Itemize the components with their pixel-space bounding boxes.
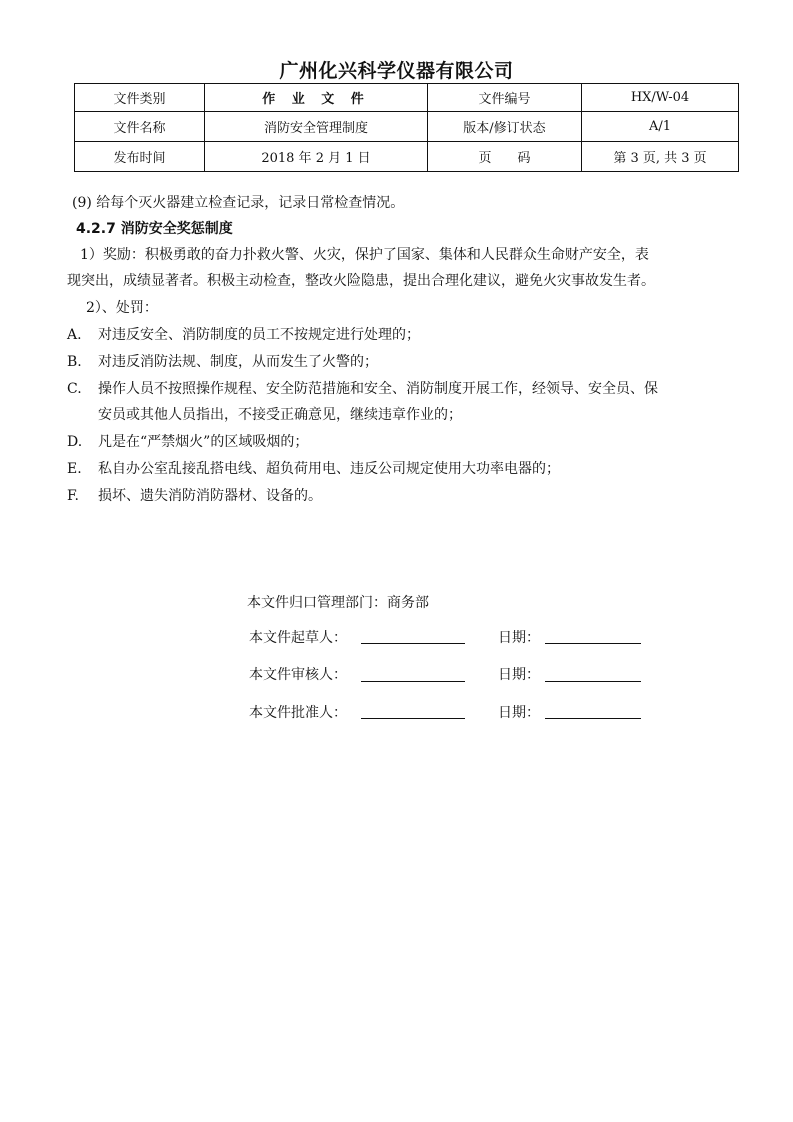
penalty-heading: 2）、处罚： xyxy=(86,300,158,316)
approver-date-label: 日期： xyxy=(498,705,540,721)
reviewer-date-label: 日期： xyxy=(498,667,540,683)
value-version: A/1 xyxy=(582,112,739,142)
label-doc-name: 文件名称 xyxy=(75,112,205,142)
label-version: 版本/修订状态 xyxy=(428,112,582,142)
table-row xyxy=(75,84,739,112)
label-doc-number: 文件编号 xyxy=(428,84,582,112)
approver-signature-line[interactable] xyxy=(361,718,465,719)
label-publish-date: 发布时间 xyxy=(75,142,205,172)
penalty-text-a: 对违反安全、消防制度的员工不按规定进行处理的； xyxy=(98,327,420,343)
managing-department: 本文件归口管理部门：商务部 xyxy=(247,595,429,611)
reviewer-signature-line[interactable] xyxy=(361,681,465,682)
penalty-label-d: D. xyxy=(67,434,83,450)
value-doc-number: HX/W-04 xyxy=(582,84,739,112)
value-page: 第 3 页, 共 3 页 xyxy=(582,142,739,172)
penalty-label-f: F. xyxy=(67,488,79,504)
penalty-label-b: B. xyxy=(67,354,82,370)
penalty-label-c: C. xyxy=(67,381,82,397)
label-page: 页 码 xyxy=(428,142,582,172)
approver-date-line[interactable] xyxy=(545,718,641,719)
value-doc-category: 作 业 文 件 xyxy=(205,84,428,112)
penalty-text-c-cont: 安员或其他人员指出，不接受正确意见，继续违章作业的； xyxy=(98,407,462,423)
penalty-text-d: 凡是在“严禁烟火”的区域吸烟的； xyxy=(98,434,309,450)
penalty-text-e: 私自办公室乱接乱搭电线、超负荷用电、违反公司规定使用大功率电器的； xyxy=(98,461,560,477)
penalty-text-f: 损坏、遗失消防消防器材、设备的。 xyxy=(98,488,322,504)
item-9-text: (9) 给每个灭火器建立检查记录，记录日常检查情况。 xyxy=(72,195,405,211)
reward-text-line2: 现突出，成绩显著者。积极主动检查，整改火险隐患，提出合理化建议，避免火灾事故发生者。 xyxy=(67,273,655,289)
reviewer-date-line[interactable] xyxy=(545,681,641,682)
penalty-text-b: 对违反消防法规、制度，从而发生了火警的； xyxy=(98,354,378,370)
value-publish-date: 2018 年 2 月 1 日 xyxy=(205,142,428,172)
table-row xyxy=(75,112,739,142)
drafter-date-line[interactable] xyxy=(545,643,641,644)
approver-label: 本文件批准人： xyxy=(249,705,347,721)
section-heading: 4.2.7 消防安全奖惩制度 xyxy=(76,221,233,237)
drafter-signature-line[interactable] xyxy=(361,643,465,644)
penalty-label-a: A. xyxy=(67,327,82,343)
penalty-label-e: E. xyxy=(67,461,82,477)
label-doc-category: 文件类别 xyxy=(75,84,205,112)
drafter-date-label: 日期： xyxy=(498,630,540,646)
document-info-table xyxy=(74,83,739,172)
value-doc-name: 消防安全管理制度 xyxy=(205,112,428,142)
reviewer-label: 本文件审核人： xyxy=(249,667,347,683)
reward-text-line1: 1）奖励：积极勇敢的奋力扑救火警、火灾，保护了国家、集体和人民群众生命财产安全，表 xyxy=(80,247,649,263)
drafter-label: 本文件起草人： xyxy=(249,630,347,646)
penalty-text-c: 操作人员不按照操作规程、安全防范措施和安全、消防制度开展工作，经领导、安全员、保 xyxy=(98,381,658,397)
table-row xyxy=(75,142,739,172)
company-title: 广州化兴科学仪器有限公司 xyxy=(279,60,514,82)
